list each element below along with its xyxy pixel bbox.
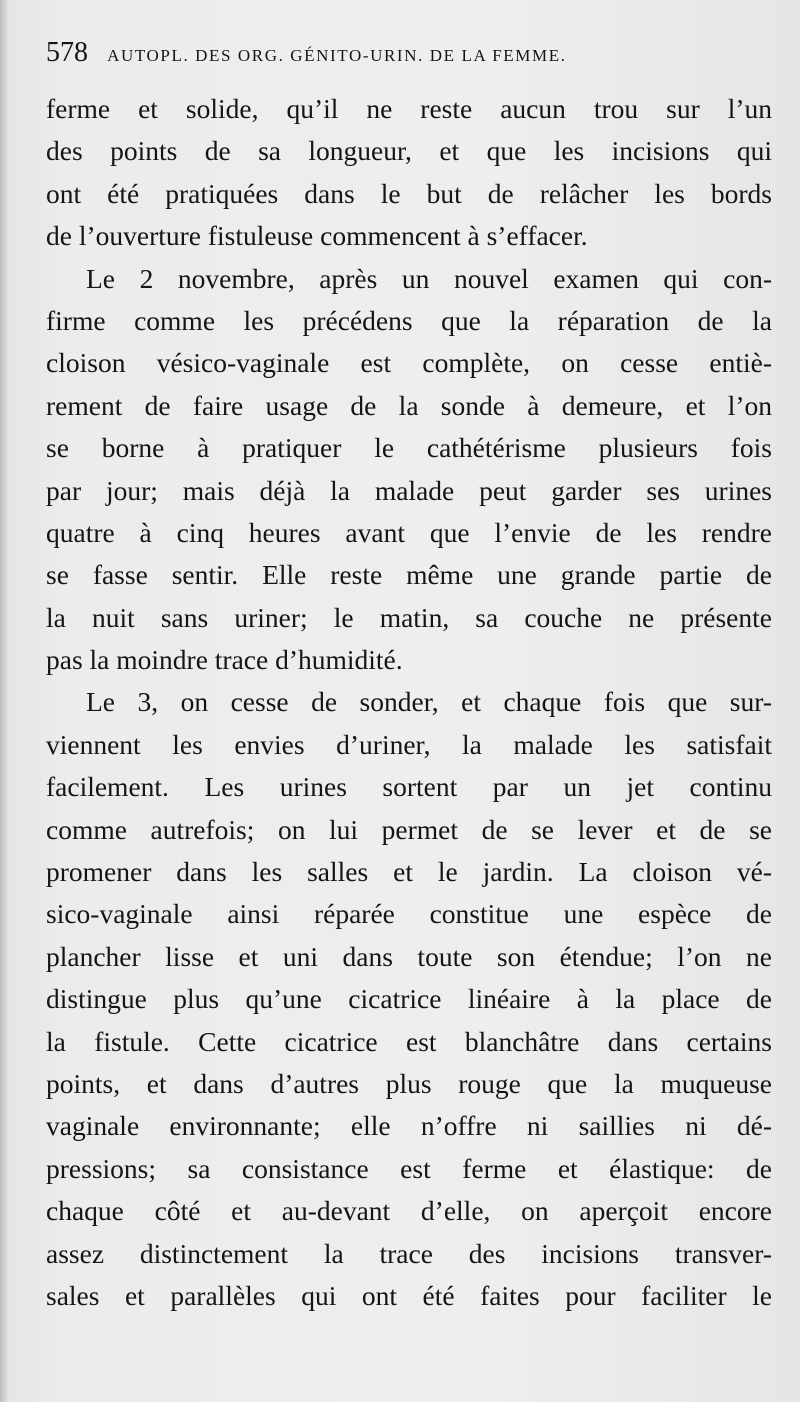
- page-gutter-shadow: [0, 0, 8, 1402]
- text-line: assez distinctement la trace des incisions transver-: [46, 1237, 772, 1269]
- text-line: ont été pratiquées dans le but de relâcher les bords: [46, 177, 772, 209]
- paragraph-start-line: Le 3, on cesse de sonder, et chaque fois que sur-: [86, 686, 772, 718]
- body-text: [46, 88, 772, 1317]
- text-line: viennent les envies d’uriner, la malade les satisfait: [46, 728, 772, 760]
- text-line: rement de faire usage de la sonde à demeure, et l’on: [46, 389, 772, 421]
- text-line: distingue plus qu’une cicatrice linéaire à la place de: [46, 983, 772, 1015]
- text-line: la nuit sans uriner; le matin, sa couche ne présente: [46, 601, 772, 633]
- text-line: promener dans les salles et le jardin. La cloison vé-: [46, 856, 772, 888]
- text-line: vaginale environnante; elle n’offre ni saillies ni dé-: [46, 1110, 772, 1142]
- text-line: firme comme les précédens que la réparation de la: [46, 304, 772, 336]
- text-line: ferme et solide, qu’il ne reste aucun trou sur l’un: [46, 93, 772, 124]
- text-line: par jour; mais déjà la malade peut garder ses urines: [46, 474, 772, 506]
- text-line: quatre à cinq heures avant que l’envie de les rendre: [46, 516, 772, 548]
- text-line: comme autrefois; on lui permet de se lever et de se: [46, 813, 772, 845]
- text-line: sales et parallèles qui ont été faites pour faciliter le: [46, 1279, 772, 1311]
- text-line: points, et dans d’autres plus rouge que la muqueuse: [46, 1067, 772, 1099]
- text-line: sico-vaginale ainsi réparée constitue une espèce de: [46, 898, 772, 930]
- text-line: pas la moindre trace d’humidité.: [46, 644, 403, 676]
- text-line: chaque côté et au-devant d’elle, on aperçoit encore: [46, 1195, 772, 1227]
- text-line: la fistule. Cette cicatrice est blanchâtre dans certains: [46, 1025, 772, 1057]
- text-line: se borne à pratiquer le cathétérisme plusieurs fois: [46, 432, 772, 464]
- page-header: [46, 36, 766, 70]
- text-line: de l’ouverture fistuleuse commencent à s’effacer.: [46, 220, 588, 252]
- text-line: pressions; sa consistance est ferme et élastique: de: [46, 1152, 772, 1184]
- text-line: des points de sa longueur, et que les incisions qui: [46, 135, 772, 167]
- text-line: cloison vésico-vaginale est complète, on cesse entiè-: [46, 347, 772, 379]
- running-head: AUTOPL. DES ORG. GÉNITO-URIN. DE LA FEMME.: [107, 46, 567, 65]
- text-line: se fasse sentir. Elle reste même une grande partie de: [46, 559, 772, 591]
- page-number: 578: [46, 37, 88, 68]
- text-line: plancher lisse et uni dans toute son étendue; l’on ne: [46, 940, 772, 972]
- paragraph-start-line: Le 2 novembre, après un nouvel examen qui con-: [86, 262, 772, 294]
- text-line: facilement. Les urines sortent par un jet continu: [46, 771, 772, 803]
